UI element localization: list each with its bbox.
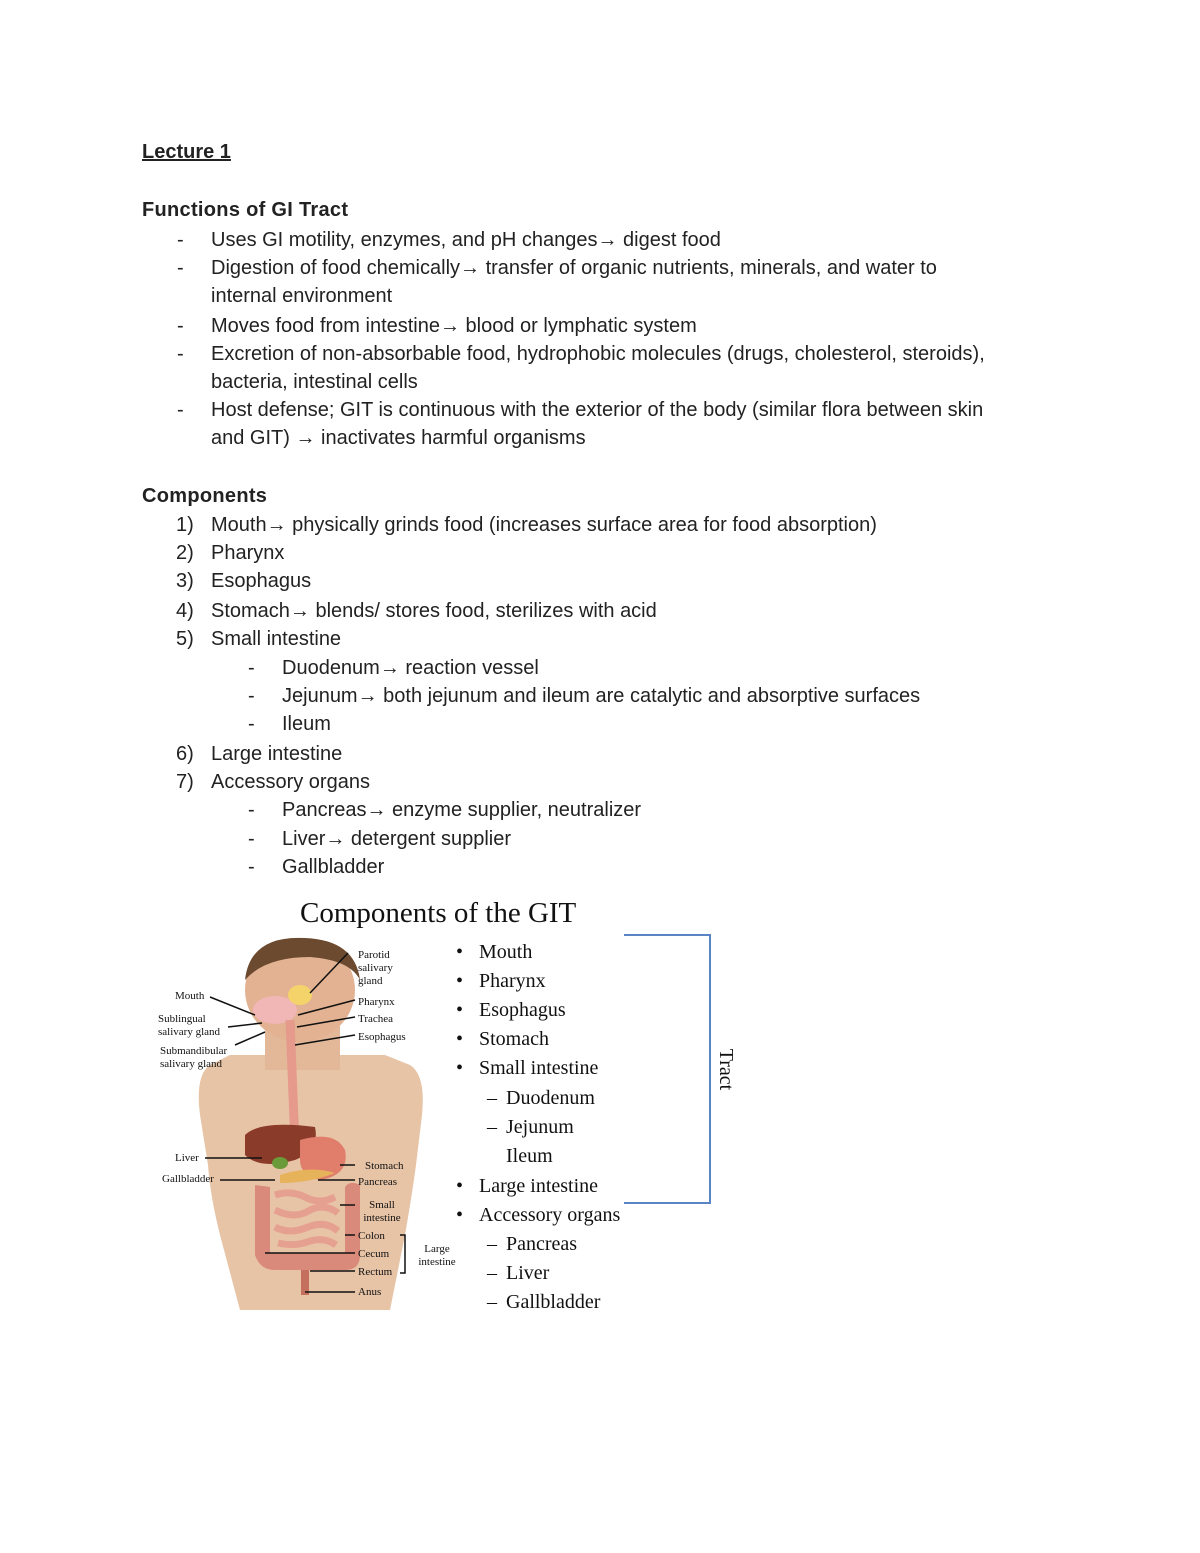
sub-bullet-dash: - [248,828,255,850]
figure-list-item: Pharynx [479,970,546,992]
components-heading: Components [142,485,268,507]
list-item: Host defense; GIT is continuous with the exterior of the body (similar flora between skin [211,399,984,421]
list-item: Digestion of food chemically→ transfer of organic nutrients, minerals, and water to [211,257,937,279]
list-item: Stomach→ blends/ stores food, sterilizes with acid [211,600,657,622]
sub-bullet-dash: - [248,856,255,878]
label-anus: Anus [358,1286,382,1298]
list-item: Uses GI motility, enzymes, and pH changes→ digest food [211,229,721,251]
label-small-intestine: Small intestine [363,1199,401,1224]
label-colon: Colon [358,1230,385,1242]
label-sublingual: Sublingual salivary gland [158,1013,221,1038]
sub-bullet-dash: - [248,657,255,679]
list-number: 5) [176,628,194,650]
list-item-continuation: bacteria, intestinal cells [211,371,418,393]
figure-list-item: Accessory organs [479,1204,621,1226]
figure-sub-item: Duodenum [506,1087,595,1109]
figure-bullet: • [456,999,464,1021]
figure-sub-item: Liver [506,1262,550,1284]
figure-dash: – [487,1087,497,1109]
bullet-dash: - [177,343,184,365]
figure-bullet: • [456,970,464,992]
sub-list-item: Jejunum→ both jejunum and ileum are catalytic and absorptive surfaces [282,685,921,707]
list-item: Moves food from intestine→ blood or lymphatic system [211,315,697,337]
sub-bullet-dash: - [248,799,255,821]
parotid-gland [288,985,312,1005]
figure-sub-item: Pancreas [506,1233,578,1255]
figure-bullet: • [456,1057,464,1079]
label-rectum: Rectum [358,1266,393,1278]
label-esophagus: Esophagus [358,1031,406,1043]
figure-list-item: Small intestine [479,1057,599,1079]
list-number: 1) [176,514,194,536]
list-item: Esophagus [211,570,312,592]
figure-list-item: Mouth [479,941,533,963]
label-submandibular: Submandibular salivary gland [160,1045,228,1070]
list-item: Excretion of non-absorbable food, hydrophobic molecules (drugs, cholesterol, steroids), [211,343,985,365]
label-cecum: Cecum [358,1248,390,1260]
list-number: 6) [176,743,194,765]
list-number: 2) [176,542,194,564]
list-item: Accessory organs [211,771,370,793]
list-item-continuation: internal environment [211,285,393,307]
bullet-dash: - [177,315,184,337]
functions-heading: Functions of GI Tract [142,199,349,221]
list-number: 3) [176,570,194,592]
figure-list-item: Stomach [479,1028,549,1050]
figure-bullet: • [456,1175,464,1197]
list-number: 7) [176,771,194,793]
tract-bracket [620,930,720,1210]
label-parotid: Parotid salivary gland [358,949,393,987]
figure-list-item: Large intestine [479,1175,599,1197]
figure-sub-item: Ileum [506,1145,553,1167]
figure-dash: – [487,1233,497,1255]
figure-bullet: • [456,1204,464,1226]
sub-list-item: Ileum [282,713,331,735]
sub-bullet-dash: - [248,685,255,707]
sub-list-item: Duodenum→ reaction vessel [282,657,539,679]
sub-list-item: Gallbladder [282,856,385,878]
tract-label: Tract [715,1048,738,1091]
figure-bullet: • [456,1028,464,1050]
sub-list-item: Pancreas→ enzyme supplier, neutralizer [282,799,642,821]
figure-bullet: • [456,941,464,963]
label-large-intestine: Large intestine [418,1243,456,1268]
list-item: Small intestine [211,628,342,650]
label-pharynx: Pharynx [358,996,395,1008]
label-stomach: Stomach [365,1160,404,1172]
bullet-dash: - [177,257,184,279]
bullet-dash: - [177,399,184,421]
label-liver: Liver [175,1152,199,1164]
list-number: 4) [176,600,194,622]
figure-sub-item: Jejunum [506,1116,574,1138]
figure-list-item: Esophagus [479,999,566,1021]
bullet-dash: - [177,229,184,251]
label-mouth: Mouth [175,990,205,1002]
figure-sub-item: Gallbladder [506,1291,601,1313]
figure-dash: – [487,1291,497,1313]
sub-bullet-dash: - [248,713,255,735]
lecture-title: Lecture 1 [142,141,231,163]
figure-dash: – [487,1116,497,1138]
label-trachea: Trachea [358,1013,394,1025]
list-item: Large intestine [211,743,343,765]
label-gallbladder: Gallbladder [162,1173,214,1185]
gallbladder-shape [272,1157,288,1169]
list-item-continuation: and GIT) → inactivates harmful organisms [211,427,586,449]
list-item: Pharynx [211,542,285,564]
sub-list-item: Liver→ detergent supplier [282,828,512,850]
figure-dash: – [487,1262,497,1284]
list-item: Mouth→ physically grinds food (increases surface area for food absorption) [211,514,877,536]
label-pancreas: Pancreas [358,1176,398,1188]
figure-title: Components of the GIT [300,897,577,929]
